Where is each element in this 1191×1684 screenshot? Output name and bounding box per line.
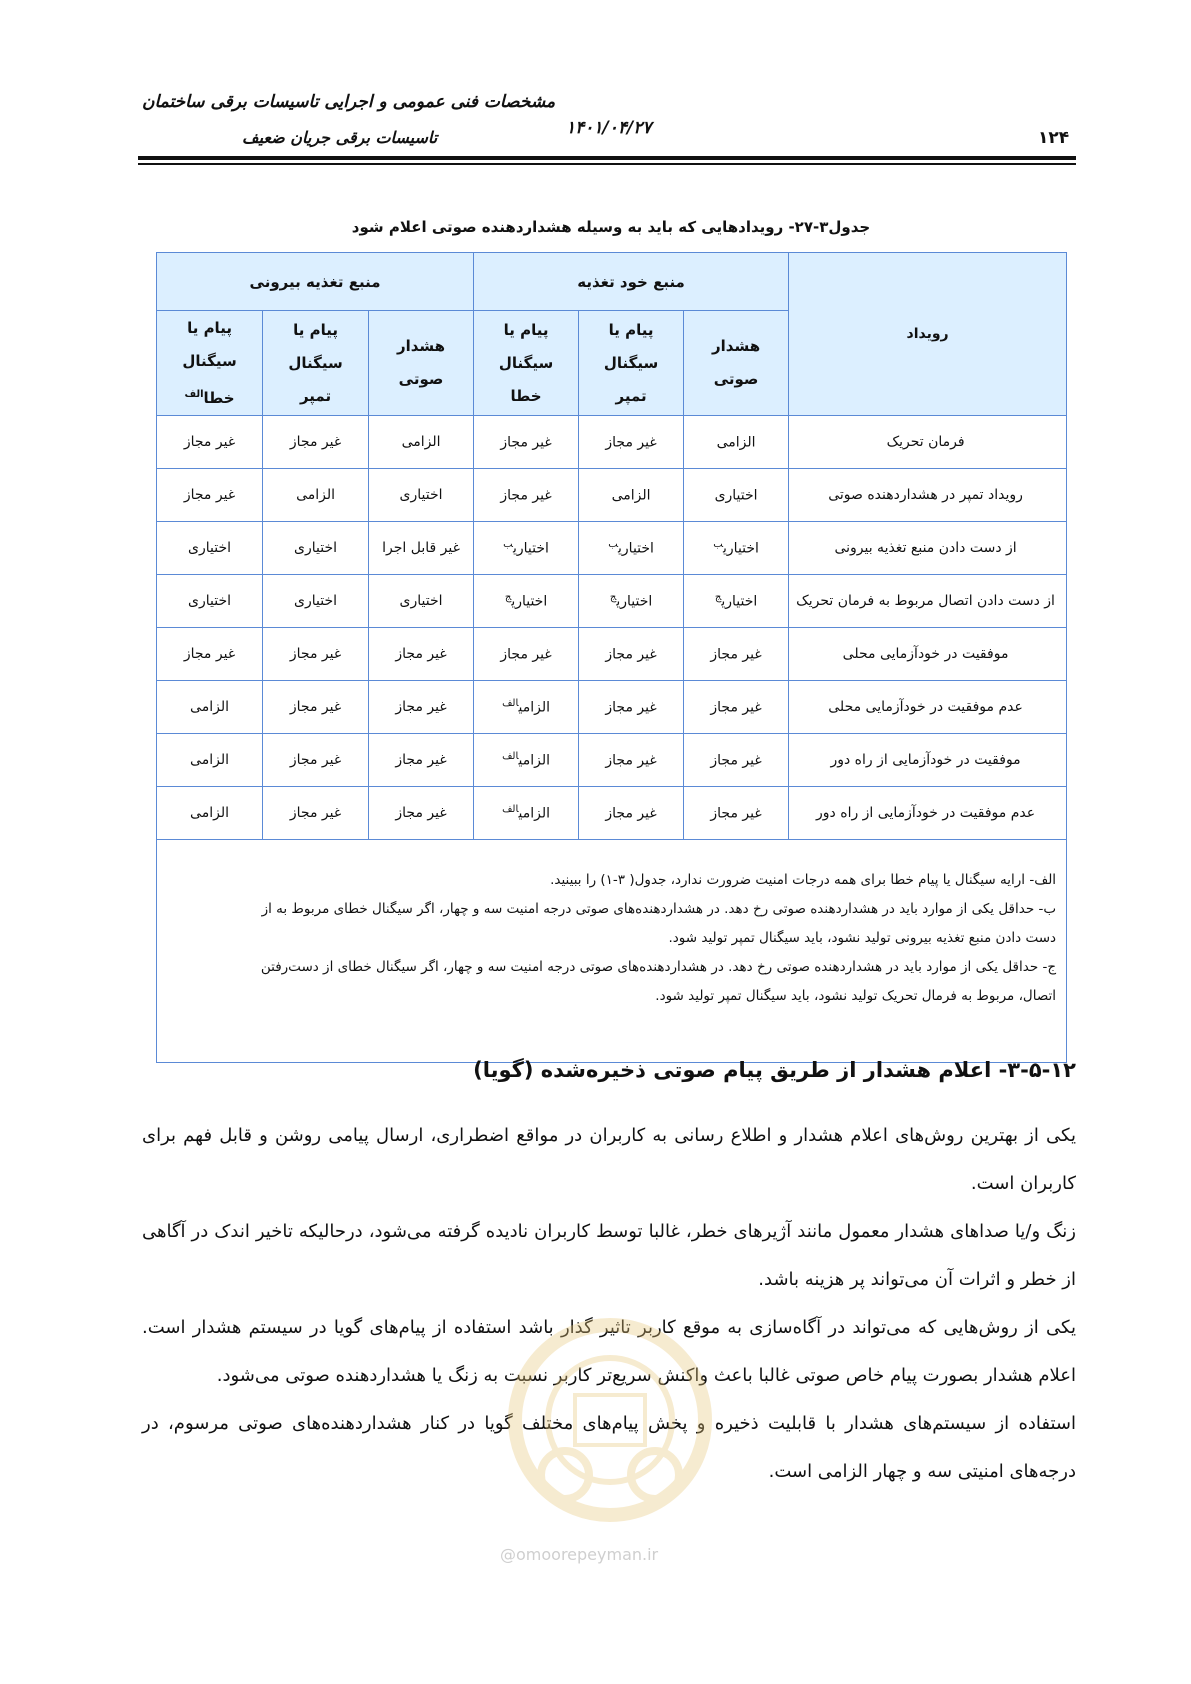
table-note: الف- ارایه سیگنال یا پیام خطا برای همه درجات امنیت ضرورت ندارد، جدول( ۳-۱) را ببینید. [550, 872, 1057, 888]
events-table [156, 252, 1067, 1063]
column-header-event: رویداد [789, 253, 1067, 416]
table-note: اتصال، مربوط به فرمال تحریک تولید نشود، باید سیگنال تمپر تولید شود. [655, 988, 1057, 1004]
group-header-internal-power: منبع خود تغذیه [474, 253, 789, 311]
page-number: ۱۲۴ [1038, 128, 1070, 148]
group-header-external-power: منبع تغذیه بیرونی [157, 253, 474, 311]
table-row: موفقیت در خودآزمایی محلی غیر مجاز غیر مجاز غیر مجاز غیر مجاز غیر مجاز غیر مجاز [157, 628, 1067, 681]
table-notes-row [157, 840, 1067, 1063]
watermark-text: @omoorepeyman.ir [500, 1545, 659, 1564]
table-row: از دست دادن منبع تغذیه بیرونی اختیاری$^ب$ اختیاری$^ب$ اختیاری$^ب$ غیر قابل اجرا اختیاری اختیاری [157, 522, 1067, 575]
paragraph: یکی از بهترین روش‌های اعلام هشدار و اطلاع رسانی به کاربران در مواقع اضطراری، ارسال پیامی روشن و قابل فهم برای کاربران است. [142, 1125, 1076, 1194]
table-note: ج- حداقل یکی از موارد باید در هشداردهنده صوتی رخ دهد. در هشداردهنده‌های صوتی درجه امنیت سه و چهار، اگر سیگنال خطای از دست‌رفتن [260, 959, 1057, 975]
table-notes [157, 840, 1067, 1063]
paragraph: استفاده از سیستم‌های هشدار با قابلیت ذخیره و پخش پیام‌های مختلف گویا در کنار هشداردهنده‌های صوتی مرسوم، در درجه‌های امنیتی سه و چهار الزامی است. [142, 1413, 1076, 1482]
table-note: ب- حداقل یکی از موارد باید در هشداردهنده صوتی رخ دهد. در هشداردهنده‌های صوتی درجه امنیت سه و چهار، اگر سیگنال خطای مربوط به از [261, 901, 1057, 917]
table-row: موفقیت در خودآزمایی از راه دور غیر مجاز غیر مجاز الزامی$^{الف}$ غیر مجاز غیر مجاز الزامی [157, 734, 1067, 787]
subheader-alarm-external: هشدار صوتی [369, 311, 474, 416]
paragraph: زنگ و/یا صداهای هشدار معمول مانند آژیرهای خطر، غالبا توسط کاربران نادیده گرفته می‌شود، درحالیکه تاخیر اندک در آگاهی از خطر و اثرات آن می‌تواند پر هزینه باشد. [142, 1221, 1076, 1290]
table-row: رویداد تمپر در هشداردهنده صوتی اختیاری الزامی غیر مجاز اختیاری الزامی غیر مجاز [157, 469, 1067, 522]
paragraph: یکی از روش‌هایی که می‌تواند در آگاه‌سازی به موقع کاربر تاثیر گذار باشد استفاده از پیام‌های گویا در سیستم هشدار است. اعلام هشدار بصورت پیام خاص صوتی غالبا باعث واکنش سریع‌تر کاربر نسبت به زنگ یا هشداردهنده صوتی می‌شود. [142, 1317, 1076, 1386]
document-subtitle: تاسیسات برقی جریان ضعیف [242, 128, 438, 147]
header-rule-thin [138, 163, 1076, 165]
table-row: از دست دادن اتصال مربوط به فرمان تحریک اختیاری$^ج$ اختیاری$^ج$ اختیاری$^ج$ اختیاری اختیاری اختیاری [157, 575, 1067, 628]
document-date: ۱۴۰۱/۰۴/۲۷ [566, 118, 652, 138]
subheader-fault-internal: پیام یا سیگنال خطا [474, 311, 579, 416]
table-row: عدم موفقیت در خودآزمایی از راه دور غیر مجاز غیر مجاز الزامی$^{الف}$ غیر مجاز غیر مجاز الزامی [157, 787, 1067, 840]
table-row: عدم موفقیت در خودآزمایی محلی غیر مجاز غیر مجاز الزامی$^{الف}$ غیر مجاز غیر مجاز الزامی [157, 681, 1067, 734]
subheader-tamper-internal: پیام یا سیگنال تمپر [579, 311, 684, 416]
watermark-logo [470, 1300, 750, 1550]
table-row: فرمان تحریک الزامی غیر مجاز غیر مجاز الزامی غیر مجاز غیر مجاز [157, 416, 1067, 469]
section-heading: ۳-۵-۱۲- اعلام هشدار از طریق پیام صوتی ذخیره‌شده (گویا) [473, 1058, 1076, 1082]
subheader-alarm-internal: هشدار صوتی [684, 311, 789, 416]
header-rule-thick [138, 156, 1076, 160]
table-caption: جدول۳-۲۷- رویدادهایی که باید به وسیله هشداردهنده صوتی اعلام شود [351, 218, 871, 236]
table-note: دست دادن منبع تغذیه بیرونی تولید نشود، باید سیگنال تمپر تولید شود. [668, 930, 1057, 946]
document-title: مشخصات فنی عمومی و اجرایی تاسیسات برقی ساختمان [142, 92, 556, 112]
subheader-fault-external: پیام یا سیگنال خطا$^{الف}$ [157, 311, 263, 416]
subheader-tamper-external: پیام یا سیگنال تمپر [263, 311, 369, 416]
